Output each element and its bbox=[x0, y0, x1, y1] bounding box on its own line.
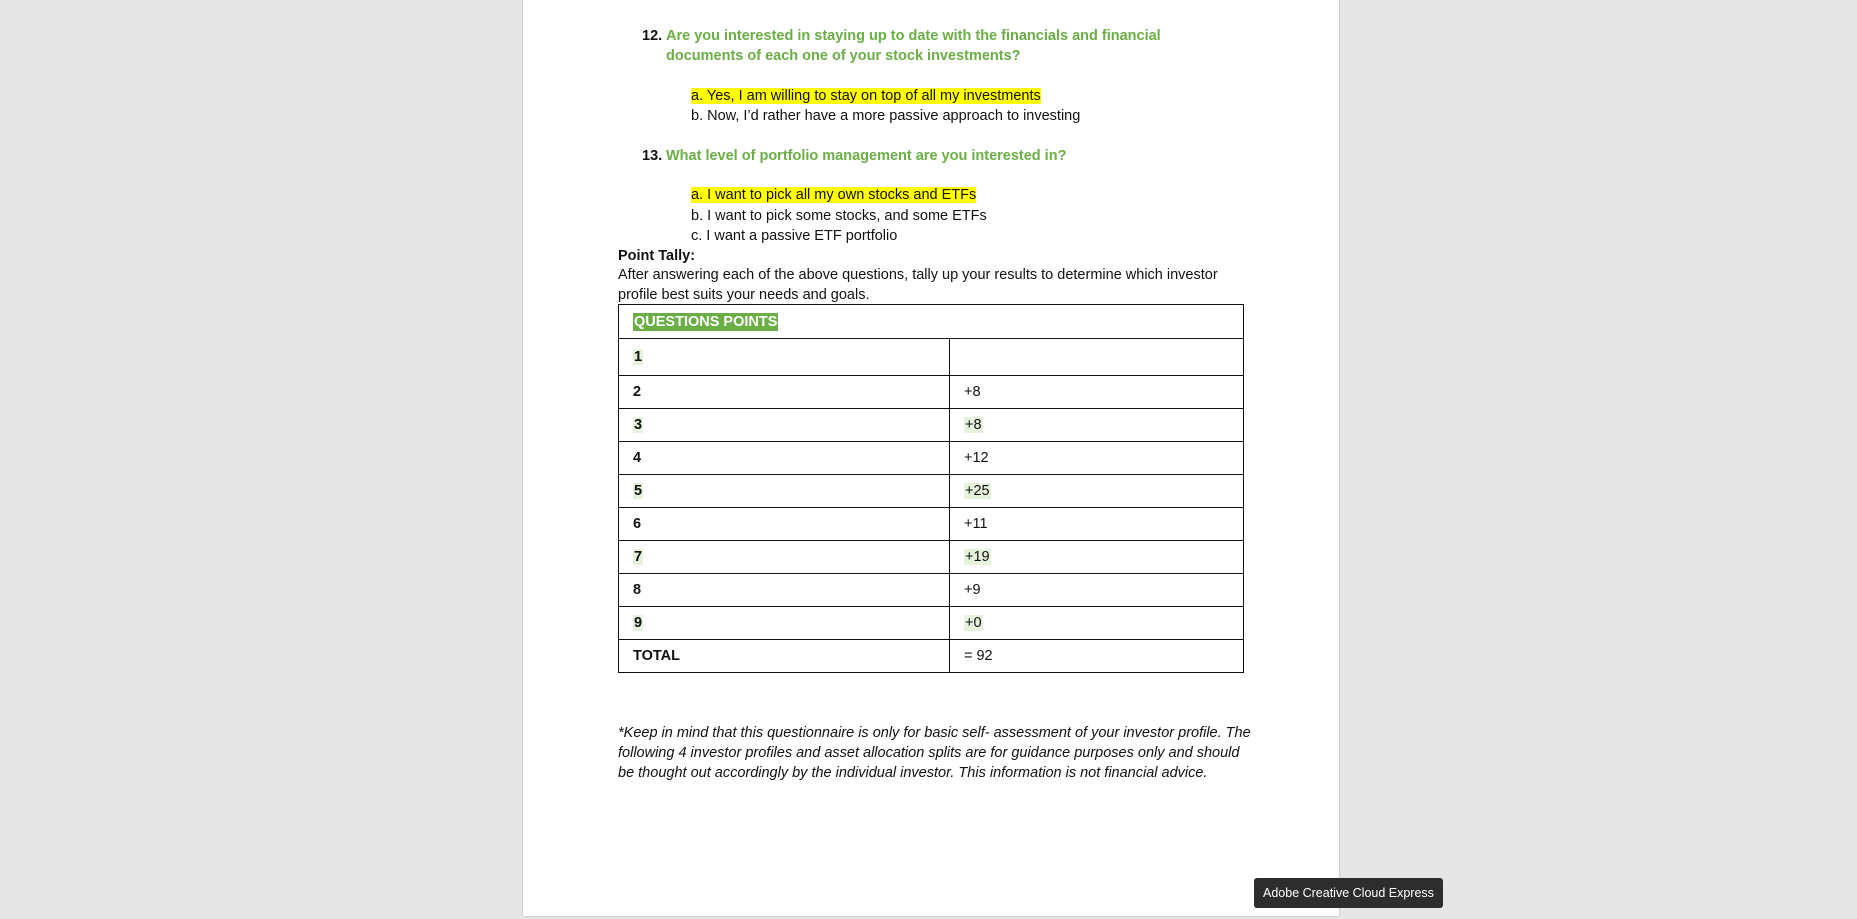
table-row bbox=[619, 442, 1244, 475]
points-cell: +12 bbox=[964, 450, 989, 466]
table-header-row bbox=[619, 305, 1244, 339]
question-cell: 6 bbox=[633, 516, 642, 532]
question-cell: 8 bbox=[633, 582, 642, 598]
points-cell: +9 bbox=[964, 582, 981, 598]
question-cell: 1 bbox=[634, 349, 643, 365]
points-cell: +0 bbox=[965, 615, 982, 631]
question-cell: 2 bbox=[633, 384, 642, 400]
answer-option: b. Now, I’d rather have a more passive approach to investing bbox=[691, 108, 1081, 124]
question-cell: 7 bbox=[634, 549, 643, 565]
highlighted-answer: a. Yes, I am willing to stay on top of all my investments bbox=[691, 88, 1041, 104]
adobe-express-tooltip: Adobe Creative Cloud Express bbox=[1254, 878, 1443, 908]
table-row bbox=[619, 339, 1244, 376]
question-number: 12. bbox=[642, 28, 663, 44]
table-row bbox=[619, 574, 1244, 607]
answer-option bbox=[691, 186, 976, 205]
table-row bbox=[619, 409, 1244, 442]
question-cell: 3 bbox=[634, 417, 643, 433]
table-row bbox=[619, 376, 1244, 409]
table-header: QUESTIONS POINTS bbox=[634, 313, 778, 330]
answer-option: c. I want a passive ETF portfolio bbox=[691, 228, 898, 244]
points-cell: +11 bbox=[964, 516, 988, 532]
question-cell: 5 bbox=[634, 483, 643, 499]
point-tally-description: After answering each of the above questions, tally up your results to determine which investor profile best suits your needs and goals. bbox=[618, 267, 1218, 303]
table-row bbox=[619, 541, 1244, 574]
table-row bbox=[619, 508, 1244, 541]
points-cell: +8 bbox=[964, 384, 981, 400]
highlighted-answer: a. I want to pick all my own stocks and ETFs bbox=[691, 187, 977, 203]
question-cell: 9 bbox=[634, 615, 643, 631]
answer-option: b. I want to pick some stocks, and some ETFs bbox=[691, 208, 987, 224]
answer-option bbox=[691, 87, 1041, 106]
total-label: TOTAL bbox=[633, 648, 680, 664]
document-page bbox=[523, 0, 1339, 916]
points-cell: +19 bbox=[965, 549, 990, 565]
question-13 bbox=[642, 146, 1242, 166]
question-text: What level of portfolio management are you interested in? bbox=[666, 148, 1067, 164]
disclaimer-note: *Keep in mind that this questionnaire is only for basic self- assessment of your investor profile. The following 4 investor profiles and asset allocation splits are for guidance purposes only and should be thought out accordingly by the individual investor. This information is not financial advice. bbox=[618, 725, 1251, 781]
total-value: = 92 bbox=[964, 648, 993, 664]
question-12 bbox=[642, 26, 1242, 66]
table-row bbox=[619, 607, 1244, 640]
question-cell: 4 bbox=[633, 450, 642, 466]
points-cell: +25 bbox=[965, 483, 990, 499]
points-table bbox=[618, 304, 1244, 673]
table-total-row bbox=[619, 640, 1244, 673]
question-number: 13. bbox=[642, 148, 663, 164]
points-cell: +8 bbox=[965, 417, 982, 433]
question-text: Are you interested in staying up to date with the financials and financial documents of each one of your stock investments? bbox=[666, 28, 1161, 64]
point-tally-heading: Point Tally: bbox=[618, 248, 696, 264]
table-row bbox=[619, 475, 1244, 508]
